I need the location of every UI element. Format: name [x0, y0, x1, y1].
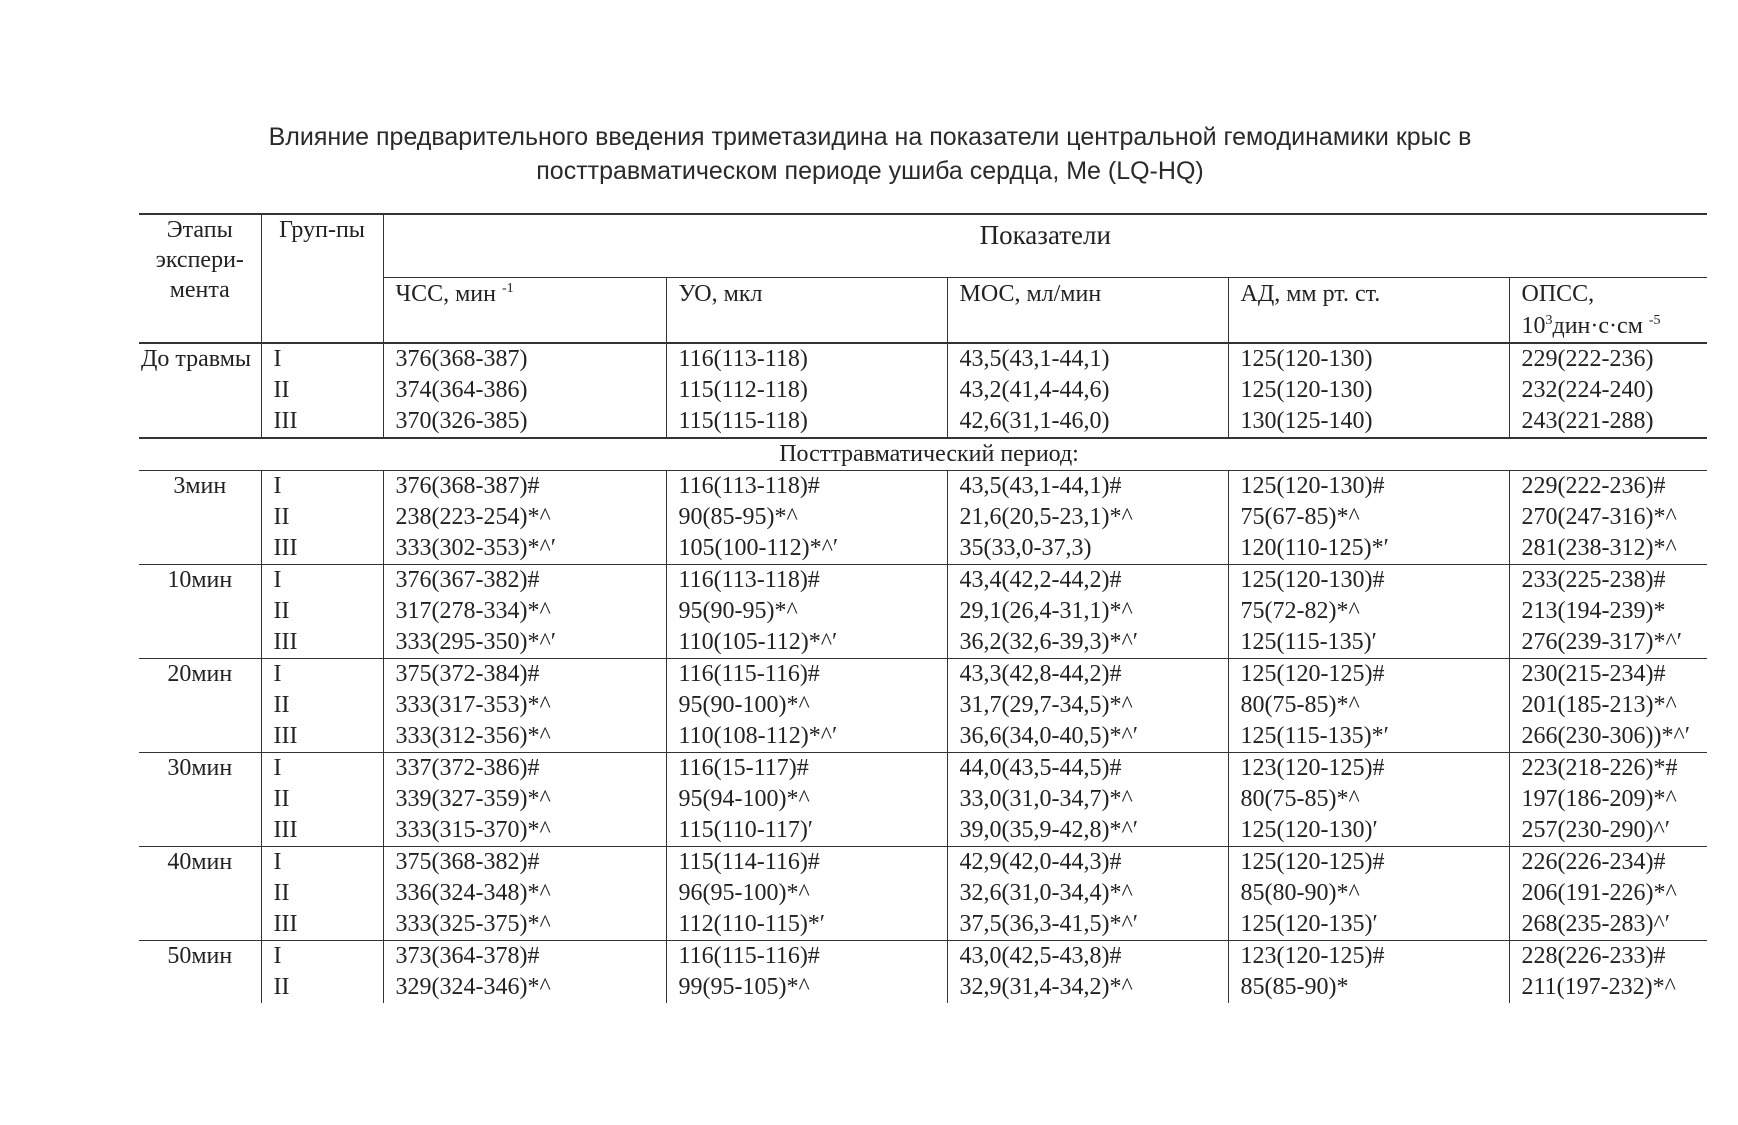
header-bp: АД, мм рт. ст. [1228, 278, 1509, 344]
table-row [139, 659, 1707, 691]
cell-bp: 75(72-82)*^ [1228, 596, 1509, 627]
group-cell: I [261, 753, 383, 785]
cell-hr: 333(315-370)*^ [383, 815, 666, 847]
cell-mv: 31,7(29,7-34,5)*^ [947, 690, 1228, 721]
cell-hr: 370(326-385) [383, 406, 666, 438]
header-opss-base: 10 [1521, 313, 1546, 339]
cell-opss: 226(226-234)# [1509, 847, 1707, 879]
cell-sv: 95(90-95)*^ [666, 596, 947, 627]
cell-sv: 110(108-112)*^′ [666, 721, 947, 753]
cell-hr: 317(278-334)*^ [383, 596, 666, 627]
header-stage: Этапы экспери-мента [139, 214, 261, 343]
header-opss-unit: дин·с·см [1552, 313, 1643, 339]
table-row [139, 627, 1707, 659]
header-hr-exponent: -1 [502, 281, 514, 296]
cell-hr: 339(327-359)*^ [383, 784, 666, 815]
cell-opss: 257(230-290)^′ [1509, 815, 1707, 847]
header-opss [1509, 278, 1707, 344]
cell-hr: 333(295-350)*^′ [383, 627, 666, 659]
header-hr-label: ЧСС, мин [395, 281, 496, 307]
cell-bp: 123(120-125)# [1228, 941, 1509, 973]
cell-sv: 116(113-118)# [666, 471, 947, 503]
header-row-top [139, 214, 1707, 278]
cell-opss: 243(221-288) [1509, 406, 1707, 438]
table-row [139, 721, 1707, 753]
group-cell: I [261, 941, 383, 973]
cell-mv: 43,0(42,5-43,8)# [947, 941, 1228, 973]
table-row [139, 375, 1707, 406]
group-cell: I [261, 343, 383, 375]
cell-bp: 125(120-125)# [1228, 847, 1509, 879]
cell-hr: 376(368-387)# [383, 471, 666, 503]
cell-bp: 125(120-130)# [1228, 471, 1509, 503]
cell-sv: 95(94-100)*^ [666, 784, 947, 815]
cell-hr: 375(372-384)# [383, 659, 666, 691]
stage-label: До травмы [139, 343, 261, 438]
table-row [139, 784, 1707, 815]
section-label: Посттравматический период: [139, 438, 1707, 471]
cell-hr: 375(368-382)# [383, 847, 666, 879]
cell-sv: 115(110-117)′ [666, 815, 947, 847]
cell-hr: 336(324-348)*^ [383, 878, 666, 909]
cell-mv: 43,3(42,8-44,2)# [947, 659, 1228, 691]
group-cell: II [261, 784, 383, 815]
cell-sv: 96(95-100)*^ [666, 878, 947, 909]
cell-opss: 197(186-209)*^ [1509, 784, 1707, 815]
cell-opss: 276(239-317)*^′ [1509, 627, 1707, 659]
cell-bp: 130(125-140) [1228, 406, 1509, 438]
cell-sv: 99(95-105)*^ [666, 972, 947, 1003]
cell-opss: 206(191-226)*^ [1509, 878, 1707, 909]
cell-mv: 43,5(43,1-44,1) [947, 343, 1228, 375]
table-caption [150, 120, 1590, 188]
cell-opss: 230(215-234)# [1509, 659, 1707, 691]
table-row [139, 596, 1707, 627]
caption-line-1: Влияние предварительного введения триметазидина на показатели центральной гемодинамики крыс в [268, 123, 1472, 151]
cell-opss: 201(185-213)*^ [1509, 690, 1707, 721]
header-sv: УО, мкл [666, 278, 947, 344]
cell-sv: 116(15-117)# [666, 753, 947, 785]
table-row [139, 471, 1707, 503]
cell-mv: 43,4(42,2-44,2)# [947, 565, 1228, 597]
table-row [139, 690, 1707, 721]
cell-opss: 228(226-233)# [1509, 941, 1707, 973]
header-opss-label: ОПСС, [1521, 281, 1595, 307]
cell-bp: 85(85-90)* [1228, 972, 1509, 1003]
group-cell: III [261, 909, 383, 941]
cell-sv: 95(90-100)*^ [666, 690, 947, 721]
group-cell: III [261, 815, 383, 847]
cell-opss: 213(194-239)* [1509, 596, 1707, 627]
group-cell: I [261, 847, 383, 879]
cell-mv: 35(33,0-37,3) [947, 533, 1228, 565]
table-row [139, 941, 1707, 973]
cell-mv: 21,6(20,5-23,1)*^ [947, 502, 1228, 533]
cell-bp: 125(120-130)# [1228, 565, 1509, 597]
cell-hr: 376(367-382)# [383, 565, 666, 597]
group-cell: I [261, 565, 383, 597]
cell-bp: 75(67-85)*^ [1228, 502, 1509, 533]
cell-sv: 116(113-118) [666, 343, 947, 375]
cell-opss: 229(222-236)# [1509, 471, 1707, 503]
cell-hr: 376(368-387) [383, 343, 666, 375]
group-cell: II [261, 375, 383, 406]
cell-sv: 115(115-118) [666, 406, 947, 438]
cell-hr: 374(364-386) [383, 375, 666, 406]
cell-sv: 105(100-112)*^′ [666, 533, 947, 565]
cell-mv: 32,6(31,0-34,4)*^ [947, 878, 1228, 909]
table-row [139, 847, 1707, 879]
cell-bp: 125(120-125)# [1228, 659, 1509, 691]
cell-sv: 112(110-115)*′ [666, 909, 947, 941]
cell-sv: 110(105-112)*^′ [666, 627, 947, 659]
cell-opss: 229(222-236) [1509, 343, 1707, 375]
cell-opss: 270(247-316)*^ [1509, 502, 1707, 533]
table-row [139, 972, 1707, 1003]
cell-bp: 125(120-130) [1228, 343, 1509, 375]
group-cell: II [261, 502, 383, 533]
header-group: Груп-пы [261, 214, 383, 343]
table-row [139, 533, 1707, 565]
group-cell: II [261, 596, 383, 627]
cell-hr: 333(325-375)*^ [383, 909, 666, 941]
table-row [139, 406, 1707, 438]
cell-sv: 116(115-116)# [666, 659, 947, 691]
cell-mv: 43,5(43,1-44,1)# [947, 471, 1228, 503]
cell-mv: 43,2(41,4-44,6) [947, 375, 1228, 406]
cell-bp: 80(75-85)*^ [1228, 784, 1509, 815]
cell-sv: 116(115-116)# [666, 941, 947, 973]
stage-label: 20мин [139, 659, 261, 753]
group-cell: II [261, 878, 383, 909]
stage-label: 3мин [173, 473, 227, 499]
cell-sv: 90(85-95)*^ [666, 502, 947, 533]
cell-hr: 333(312-356)*^ [383, 721, 666, 753]
cell-sv: 115(114-116)# [666, 847, 947, 879]
table-row [139, 565, 1707, 597]
cell-opss: 281(238-312)*^ [1509, 533, 1707, 565]
header-hr [383, 278, 666, 344]
cell-hr: 337(372-386)# [383, 753, 666, 785]
cell-hr: 329(324-346)*^ [383, 972, 666, 1003]
cell-mv: 29,1(26,4-31,1)*^ [947, 596, 1228, 627]
group-cell: III [261, 533, 383, 565]
table-row [139, 815, 1707, 847]
caption-line-2: посттравматическом периоде ушиба сердца, Me (LQ-HQ) [536, 157, 1204, 185]
group-cell: II [261, 972, 383, 1003]
cell-bp: 125(120-130)′ [1228, 815, 1509, 847]
hemodynamics-table [139, 213, 1707, 1003]
header-indicators: Показатели [383, 214, 1707, 278]
cell-hr: 333(317-353)*^ [383, 690, 666, 721]
cell-hr: 238(223-254)*^ [383, 502, 666, 533]
cell-sv: 115(112-118) [666, 375, 947, 406]
cell-bp: 125(115-135)*′ [1228, 721, 1509, 753]
header-mv: МОС, мл/мин [947, 278, 1228, 344]
cell-bp: 123(120-125)# [1228, 753, 1509, 785]
table-row [139, 502, 1707, 533]
table-row [139, 343, 1707, 375]
cell-mv: 39,0(35,9-42,8)*^′ [947, 815, 1228, 847]
cell-mv: 36,2(32,6-39,3)*^′ [947, 627, 1228, 659]
cell-opss: 268(235-283)^′ [1509, 909, 1707, 941]
group-cell: III [261, 627, 383, 659]
table-row [139, 753, 1707, 785]
stage-label: 50мин [139, 941, 261, 1004]
cell-mv: 32,9(31,4-34,2)*^ [947, 972, 1228, 1003]
section-label-row [139, 438, 1707, 471]
group-cell: III [261, 406, 383, 438]
cell-mv: 44,0(43,5-44,5)# [947, 753, 1228, 785]
table-row [139, 878, 1707, 909]
header-opss-unit-exponent: -5 [1648, 313, 1661, 328]
table-row [139, 909, 1707, 941]
group-cell: III [261, 721, 383, 753]
cell-bp: 120(110-125)*′ [1228, 533, 1509, 565]
cell-bp: 125(120-130) [1228, 375, 1509, 406]
stage-label: 30мин [139, 753, 261, 847]
cell-opss: 233(225-238)# [1509, 565, 1707, 597]
cell-hr: 333(302-353)*^′ [383, 533, 666, 565]
cell-opss: 232(224-240) [1509, 375, 1707, 406]
cell-mv: 33,0(31,0-34,7)*^ [947, 784, 1228, 815]
cell-mv: 42,6(31,1-46,0) [947, 406, 1228, 438]
group-cell: I [261, 659, 383, 691]
cell-sv: 116(113-118)# [666, 565, 947, 597]
stage-label: 10мин [139, 565, 261, 659]
header-opss-base-exponent: 3 [1545, 313, 1553, 328]
cell-mv: 37,5(36,3-41,5)*^′ [947, 909, 1228, 941]
group-cell: II [261, 690, 383, 721]
cell-bp: 80(75-85)*^ [1228, 690, 1509, 721]
cell-opss: 266(230-306))*^′ [1509, 721, 1707, 753]
cell-bp: 85(80-90)*^ [1228, 878, 1509, 909]
cell-mv: 36,6(34,0-40,5)*^′ [947, 721, 1228, 753]
table-body [139, 214, 1707, 1003]
cell-hr: 373(364-378)# [383, 941, 666, 973]
cell-bp: 125(115-135)′ [1228, 627, 1509, 659]
cell-mv: 42,9(42,0-44,3)# [947, 847, 1228, 879]
cell-bp: 125(120-135)′ [1228, 909, 1509, 941]
cell-opss: 211(197-232)*^ [1509, 972, 1707, 1003]
cell-opss: 223(218-226)*# [1509, 753, 1707, 785]
stage-label: 40мин [139, 847, 261, 941]
group-cell: I [261, 471, 383, 503]
